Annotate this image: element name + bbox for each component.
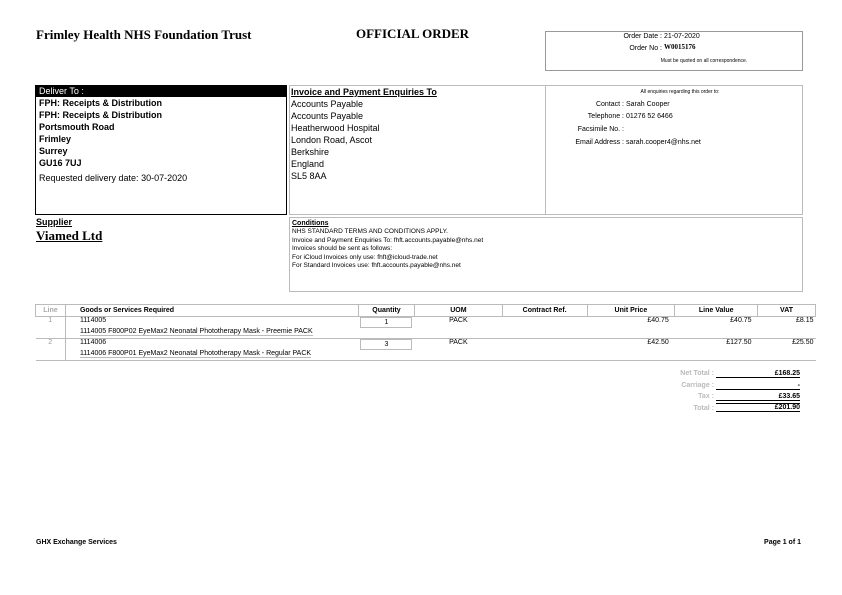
cell-line-value: £127.50 bbox=[726, 339, 752, 346]
footer-left: GHX Exchange Services bbox=[36, 539, 117, 546]
cell-vat: £8.15 bbox=[795, 317, 814, 324]
deliver-line: FPH: Receipts & Distribution bbox=[39, 110, 163, 120]
contact-box bbox=[545, 85, 803, 215]
conditions-line: For Standard Invoices use: fhft.accounts.payable@nhs.net bbox=[292, 262, 461, 269]
supplier-name: Viamed Ltd bbox=[36, 228, 103, 243]
cell-code: 1114005 bbox=[79, 317, 107, 324]
total-value: £201.90 bbox=[716, 403, 800, 412]
cell-code: 1114006 bbox=[79, 339, 107, 346]
telephone-value: 01276 52 6466 bbox=[626, 113, 673, 120]
invoice-line: Accounts Payable bbox=[291, 99, 364, 109]
col-line: Line bbox=[36, 305, 66, 317]
table-row-desc bbox=[36, 350, 816, 361]
net-total-value: £168.25 bbox=[716, 370, 800, 378]
cell-quantity: 1 bbox=[360, 317, 412, 328]
cell-line-value: £40.75 bbox=[730, 317, 752, 324]
deliver-to-box bbox=[35, 85, 287, 215]
col-unit-price: Unit Price bbox=[587, 305, 675, 317]
invoice-line: Heatherwood Hospital bbox=[291, 123, 380, 133]
invoice-enquiries-box bbox=[289, 85, 545, 215]
order-date-label: Order Date : bbox=[623, 33, 662, 40]
requested-delivery-date: Requested delivery date: 30-07-2020 bbox=[39, 173, 188, 183]
tax-label: Tax : bbox=[698, 393, 714, 400]
total-label: Total : bbox=[693, 405, 714, 412]
telephone-label: Telephone : bbox=[587, 113, 624, 120]
cell-line: 1 bbox=[36, 317, 66, 329]
cell-unit-price: £42.50 bbox=[647, 339, 669, 346]
invoice-line: Accounts Payable bbox=[291, 111, 364, 121]
conditions-line: For iCloud Invoices only use: fhft@icloud-trade.net bbox=[292, 253, 438, 261]
deliver-line: Frimley bbox=[39, 134, 72, 144]
conditions-line: NHS STANDARD TERMS AND CONDITIONS APPLY. bbox=[292, 228, 448, 235]
col-quantity: Quantity bbox=[358, 305, 414, 317]
contact-value: Sarah Cooper bbox=[626, 101, 670, 108]
table-row-desc bbox=[36, 328, 816, 339]
cell-line: 2 bbox=[36, 339, 66, 351]
cell-description: 1114006 F800P01 EyeMax2 Neonatal Phototherapy Mask - Regular PACK bbox=[79, 350, 312, 357]
deliver-line: Surrey bbox=[39, 146, 68, 156]
cell-vat: £25.50 bbox=[792, 339, 814, 346]
cell-contract-ref bbox=[502, 317, 587, 329]
cell-uom: PACK bbox=[449, 317, 468, 324]
table-header-row bbox=[36, 305, 816, 317]
tax-value: £33.65 bbox=[716, 393, 800, 401]
carriage-value: - bbox=[716, 382, 800, 390]
order-items-table bbox=[35, 304, 816, 361]
deliver-line: GU16 7UJ bbox=[39, 158, 82, 168]
col-uom: UOM bbox=[414, 305, 502, 317]
col-line-value: Line Value bbox=[675, 305, 758, 317]
invoice-line: SL5 8AA bbox=[291, 171, 327, 181]
order-info-box bbox=[545, 31, 803, 71]
cell-contract-ref bbox=[502, 339, 587, 351]
order-no-label: Order No : bbox=[629, 45, 662, 52]
page-number: Page 1 of 1 bbox=[764, 539, 801, 546]
contact-note: All enquiries regarding this order to: bbox=[640, 89, 720, 95]
table-row bbox=[36, 317, 816, 329]
order-date-value: 21-07-2020 bbox=[664, 33, 700, 40]
order-no-value: W0015176 bbox=[664, 43, 696, 51]
carriage-label: Carriage : bbox=[681, 382, 714, 389]
facsimile-label: Facsimile No. : bbox=[577, 126, 624, 133]
cell-description: 1114005 F800P02 EyeMax2 Neonatal Phototherapy Mask - Preemie PACK bbox=[79, 328, 313, 335]
cell-uom: PACK bbox=[449, 339, 468, 346]
cell-unit-price: £40.75 bbox=[647, 317, 669, 324]
contact-label: Contact : bbox=[595, 101, 624, 108]
col-vat: VAT bbox=[758, 305, 816, 317]
email-label: Email Address : bbox=[575, 139, 624, 146]
invoice-line: England bbox=[291, 159, 325, 169]
conditions-line: Invoice and Payment Enquiries To: fhft.accounts.payable@nhs.net bbox=[292, 236, 484, 244]
conditions-box bbox=[289, 217, 803, 292]
deliver-line: Portsmouth Road bbox=[39, 122, 115, 132]
document-title: OFFICIAL ORDER bbox=[356, 26, 470, 41]
invoice-header: Invoice and Payment Enquiries To bbox=[291, 87, 437, 97]
conditions-header: Conditions bbox=[292, 220, 329, 227]
order-no-note: Must be quoted on all correspondence. bbox=[660, 58, 748, 64]
supplier-label: Supplier bbox=[36, 217, 73, 227]
net-total-label: Net Total : bbox=[680, 370, 714, 377]
trust-name: Frimley Health NHS Foundation Trust bbox=[36, 27, 252, 42]
email-value[interactable]: sarah.cooper4@nhs.net bbox=[626, 139, 701, 146]
deliver-to-header: Deliver To : bbox=[36, 86, 286, 97]
conditions-line: Invoices should be sent as follows: bbox=[292, 245, 393, 252]
invoice-line: London Road, Ascot bbox=[291, 135, 373, 145]
col-goods: Goods or Services Required bbox=[65, 305, 358, 317]
invoice-line: Berkshire bbox=[291, 147, 330, 157]
cell-quantity: 3 bbox=[360, 339, 412, 350]
table-row bbox=[36, 339, 816, 351]
deliver-line: FPH: Receipts & Distribution bbox=[39, 98, 163, 108]
col-contract-ref: Contract Ref. bbox=[502, 305, 587, 317]
